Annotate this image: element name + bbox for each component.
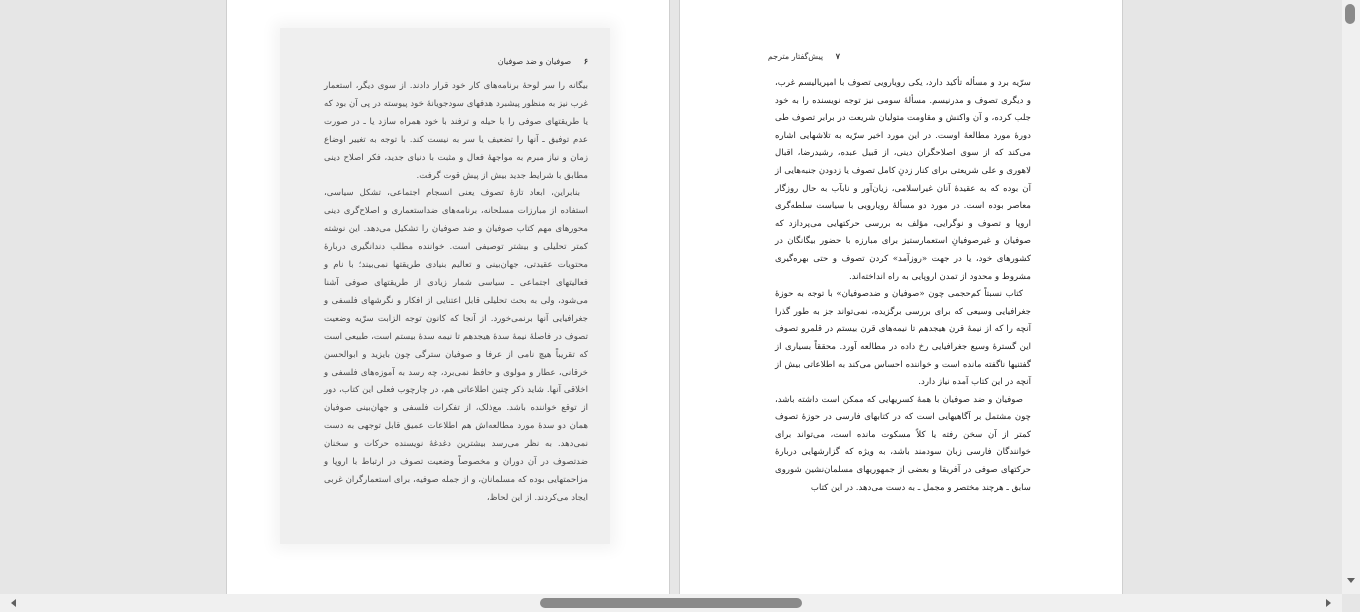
scrollbar-corner [1342, 594, 1360, 612]
paragraph: کتاب نسبتاً کم‌حجمی چون «صوفیان و ضدصوفیان» با توجه به حوزهٔ جغرافیایی وسیعی که برای بررسی برگزیده، نمی‌تواند جز به طور گذرا آنچه را که از نیمهٔ قرن هیجدهم تا نیمه‌های قرن بیستم در قلمرو تصوف این گسترهٔ وسیع جغرافیایی رخ داده در مطالعه آورد. محققاً بسیاری از گفتنیها ناگفته مانده است و خواننده احساس می‌کند به اطلاعاتی بیش از آنچه در این کتاب آمده نیاز دارد. [775, 289, 1031, 388]
horizontal-scrollbar[interactable] [0, 594, 1342, 612]
vertical-scroll-thumb[interactable] [1345, 4, 1355, 24]
horizontal-scroll-thumb[interactable] [540, 598, 802, 608]
page-header [768, 51, 840, 61]
page-7 [679, 0, 1123, 594]
paragraph: بیگانه را سر لوحهٔ برنامه‌های کار خود قرار دادند. از سوی دیگر، استعمار غرب نیز به منظور پیشبرد هدفهای سودجویانهٔ خود پیوسته در پی آن بود که یا طریقتهای صوفی را با حیله و ترفند با خود همراه سازد یا ـ در صورت عدم توفیق ـ آنها را تضعیف یا سر به نیست کند. با توجه به تغییر اوضاع زمان و نیاز مبرم به مواجههٔ فعال و مثبت با دنیای جدید، فکر اصلاح دینی مطابق با شرایط جدید بیش از پیش قوت گرفت. [324, 81, 588, 181]
scroll-right-arrow-icon[interactable] [1326, 599, 1331, 607]
scroll-down-arrow-icon[interactable] [1347, 578, 1355, 583]
page-6 [226, 0, 670, 594]
page-body [775, 75, 1031, 497]
running-title: صوفیان و ضد صوفیان [497, 57, 572, 66]
page-body [324, 78, 588, 508]
running-title: پیش‌گفتار مترجم [767, 52, 824, 61]
scanned-page-image [280, 28, 610, 544]
paragraph: بنابراین، ابعاد تازهٔ تصوف یعنی انسجام اجتماعی، تشکل سیاسی، استفاده از مبارزات مسلحانه، برنامه‌های ضداستعماری و اصلاح‌گری دینی محورهای مهم کتاب صوفیان و ضد صوفیان را تشکیل می‌دهد. این نوشته کمتر تحلیلی و بیشتر توصیفی است. خواننده مطلب دندانگیری دربارهٔ محتویات عقیدتی، جهان‌بینی و تعالیم بنیادی طریقتها نمی‌بیند؛ با نام و فعالیتهای اجتماعی ـ سیاسی شمار زیادی از طریقتهای صوفی آشنا می‌شود، ولی به بحث تحلیلی قابل اعتنایی از افکار و نگرشهای فلسفی و جغرافیایی آنها برنمی‌خورد. از آنجا که کانون توجه الزابت سرّیه وضعیت تصوف در فاصلهٔ نیمهٔ سدهٔ هیجدهم تا نیمه سدهٔ بیستم است، طبیعی است که تقریباً هیچ نامی از عرفا و صوفیان سترگی چون بایزید و ابوالحسن خرقانی، عطار و مولوی و حافظ نمی‌برد، چه رسد به آموزه‌های فلسفی و اخلاقی آنها. شاید ذکر چنین اطلاعاتی هم، در چارچوب فعلی این کتاب، دور از توقع خواننده باشد. مع‌ذلک، از تفکرات فلسفی و جهان‌بینی صوفیان همان دو سدهٔ مورد مطالعه‌اش هم اطلاعات عمیق قابل توجهی به دست نمی‌دهد. به نظر می‌رسد بیشترین دغدغهٔ نویسنده حرکات و سخنان ضدتصوف در آن دوران و مخصوصاً وضعیت تصوف در ارتباط با اروپا و مزاحمتهایی بوده که مسلمانان، و از جمله صوفیه، برای استعمارگران غربی ایجاد می‌کردند. از این لحاظ، [324, 188, 588, 503]
scroll-left-arrow-icon[interactable] [11, 599, 16, 607]
paragraph: صوفیان و ضد صوفیان با همهٔ کسریهایی که ممکن است داشته باشد، چون مشتمل بر آگاهیهایی است که در کتابهای فارسی در حوزهٔ تصوف کمتر از آن سخن رفته یا کلاً مسکوت مانده است، می‌تواند برای خوانندگان فارسی زبان سودمند باشد، به ویژه که گزارشهایی دربارهٔ حرکتهای صوفی در آفریقا و بعضی از جمهوریهای مسلمان‌نشین شوروی سابق ـ هرچند مختصر و مجمل ـ به دست می‌دهد. در این کتاب [775, 394, 1031, 493]
page-header [498, 56, 588, 66]
page-number: ۶ [583, 56, 588, 66]
page-number: ۷ [835, 51, 840, 61]
vertical-scrollbar[interactable] [1342, 0, 1360, 594]
paragraph: سرّیه برد و مسأله تأکید دارد، یکی رویارویی تصوف با امپریالیسم غرب، و دیگری تصوف و مدرنیسم. مسألهٔ سومی نیز توجه نویسنده را به خود جلب کرده، و آن واکنش و مقاومت متولیان شریعت در برابر تصوف طی دورهٔ مورد مطالعهٔ اوست. در این مورد اخیر سرّیه به تلاشهایی اشاره می‌کند که از سوی اصلاحگران دینی، از قبیل عبده، رشیدرضا، اقبال لاهوری و علی شریعتی برای کنار زدنِ کامل تصوف یا زدودن جنبه‌هایی از آن بوده که به عقیدهٔ آنان غیراسلامی، زیان‌آور و نابآب به حال روزگار معاصر بوده است. در مورد دو مسألهٔ رویارویی با سیاست سلطه‌گری اروپا و تصوف و نوگرایی، مؤلف به بررسی حرکتهایی می‌پردازد که صوفیان و غیرصوفیانِ استعمارستیز برای مبارزه با حضور بیگانگان در کشورهای خود، یا در جهت «روزآمد» کردن تصوف و حتی بهره‌گیری مشروط و محدود از تمدن اروپایی به راه انداخته‌اند. [775, 78, 1031, 282]
